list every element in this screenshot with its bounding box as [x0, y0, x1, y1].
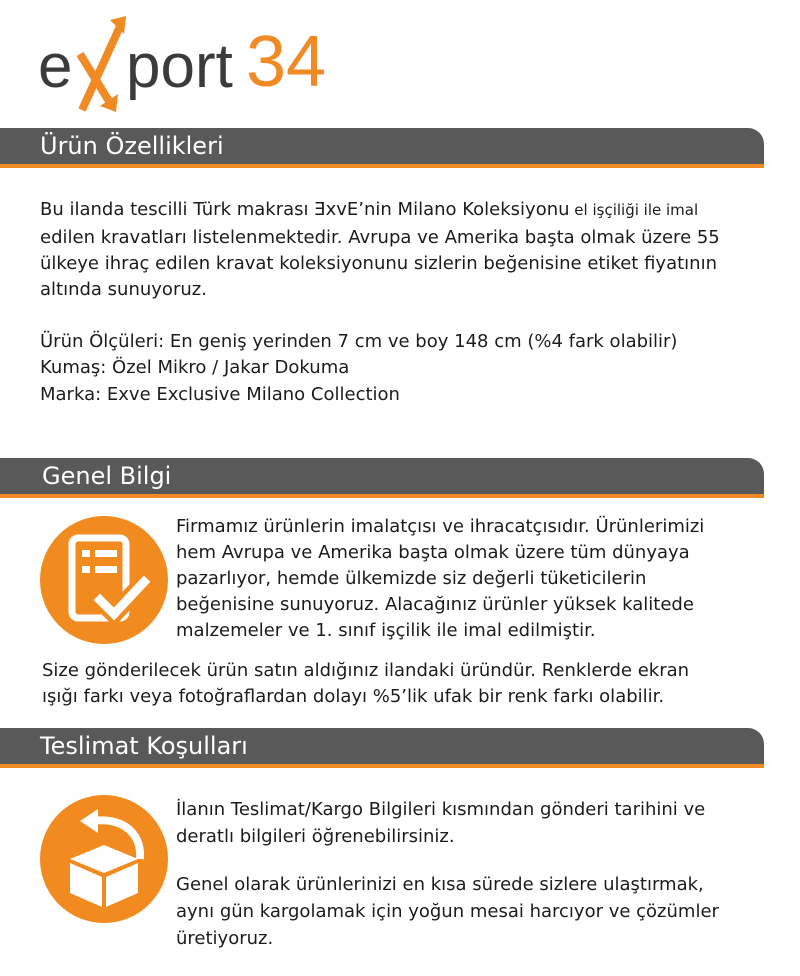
checklist-icon — [40, 516, 168, 644]
logo-letter-e: e — [38, 32, 73, 101]
section-header-teslimat — [0, 728, 764, 768]
logo-word-port: port — [126, 32, 233, 101]
section-header-genel — [0, 458, 764, 498]
teslimat-para-2: Genel olarak ürünlerinizi en kısa sürede sizlere ulaştırmak, aynı gün kargolamak için yoğun mesai harcıyor ve çözümler üretiyoruz. — [176, 874, 719, 949]
urun-spec-brand: Marka: Exve Exclusive Milano Collection — [40, 384, 400, 405]
section-header-urun — [0, 128, 764, 168]
logo-x-arrows-icon — [72, 14, 130, 114]
teslimat-para-1: İlanın Teslimat/Kargo Bilgileri kısmından gönderi tarihini ve deratlı bilgileri öğrenebilirsiniz. — [176, 799, 706, 847]
return-box-icon — [40, 795, 168, 923]
urun-intro-main: Bu ilanda tescilli Türk makrası ƎxvE’nin Milano Koleksiyonu — [40, 199, 570, 220]
urun-intro-rest: edilen kravatları listelenmektedir. Avrupa ve Amerika başta olmak üzere 55 ülkeye ihraç edilen kravat koleksiyonunu sizlerin beğenisine etiket fiyatının altında sunuyoruz. — [40, 227, 720, 300]
urun-intro-tail: el işçiliği ile imal — [569, 201, 699, 219]
urun-spec-fabric: Kumaş: Özel Mikro / Jakar Dokuma — [40, 357, 350, 378]
urun-intro — [40, 197, 780, 223]
genel-para-2: Size gönderilecek ürün satın aldığınız ilandaki üründür. Renklerde ekran ışığı farkı veya fotoğraflardan dolayı %5’lik ufak bir renk farkı olabilir. — [42, 660, 690, 707]
section-title-urun: Ürün Özellikleri — [40, 132, 224, 160]
export34-logo — [38, 14, 338, 114]
section-title-teslimat: Teslimat Koşulları — [40, 732, 248, 760]
section-title-genel: Genel Bilgi — [42, 462, 172, 490]
genel-para-1: Firmamız ürünlerin imalatçısı ve ihracatçısıdır. Ürünlerimizi hem Avrupa ve Amerika başta olmak üzere tüm dünyaya pazarlıyor, hemde ülkemizde siz değerli tüketicilerin beğenisine sunuyoruz. Alacağınız ürünler yüksek kalitede malzemeler ve 1. sınıf işçilik ile imal edilmiştir. — [176, 516, 705, 641]
logo-number: 34 — [246, 22, 327, 102]
urun-spec-size: Ürün Ölçüleri: En geniş yerinden 7 cm ve boy 148 cm (%4 fark olabilir) — [40, 331, 678, 352]
